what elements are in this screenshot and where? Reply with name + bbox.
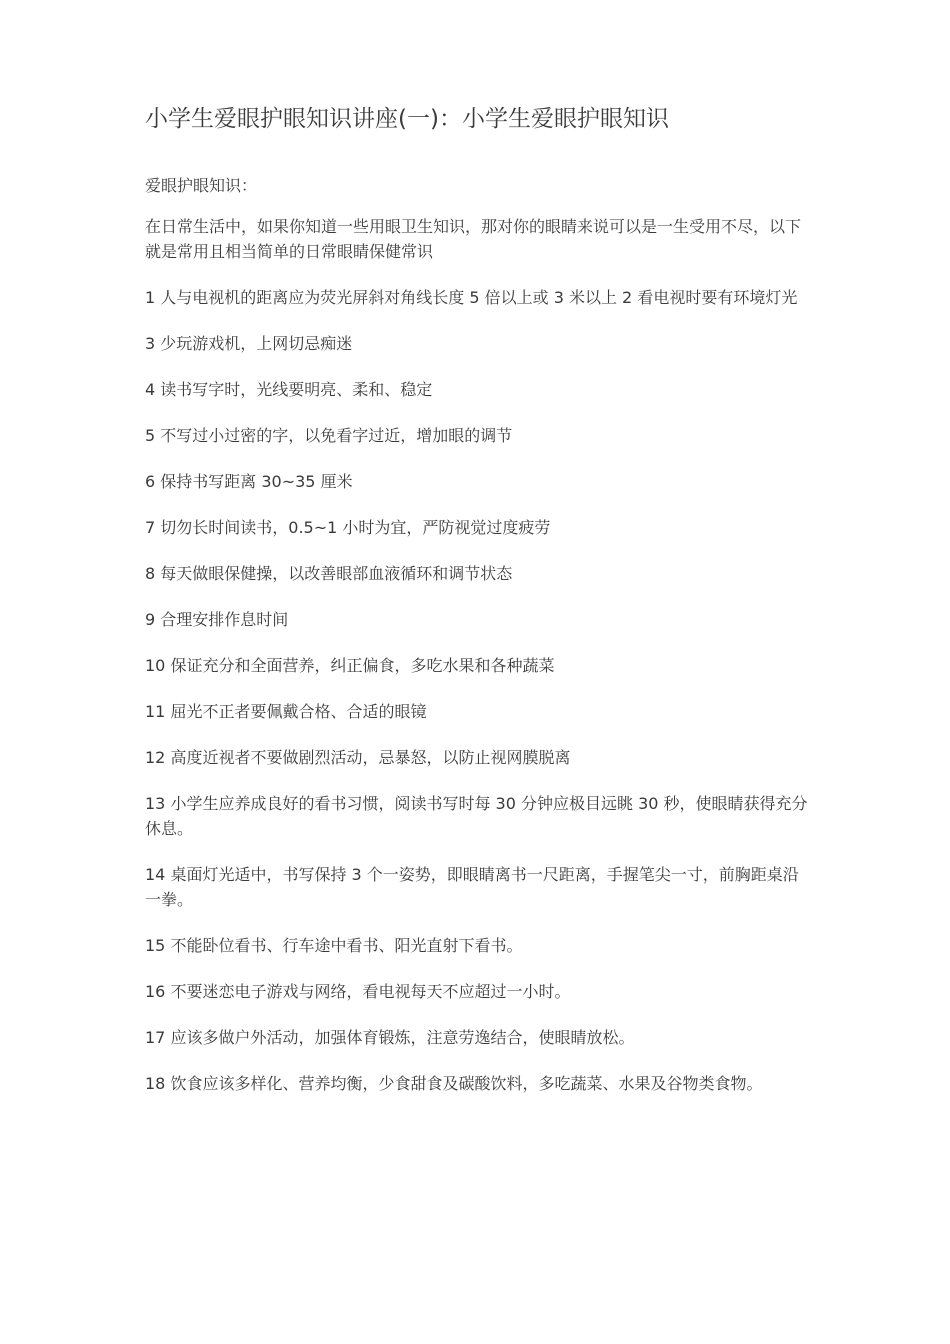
list-item: 10 保证充分和全面营养，纠正偏食，多吃水果和各种蔬菜 <box>145 656 555 675</box>
list-item: 16 不要迷恋电子游戏与网络，看电视每天不应超过一小时。 <box>145 982 571 1001</box>
list-item: 3 少玩游戏机，上网切忌痴迷 <box>145 334 353 353</box>
list-item: 9 合理安排作息时间 <box>145 610 289 629</box>
list-item: 6 保持书写距离 30~35 厘米 <box>145 472 353 491</box>
list-item: 17 应该多做户外活动，加强体育锻炼，注意劳逸结合，使眼睛放松。 <box>145 1028 635 1047</box>
list-item: 5 不写过小过密的字，以免看字过近，增加眼的调节 <box>145 426 513 445</box>
list-item: 4 读书写字时，光线要明亮、柔和、稳定 <box>145 380 433 399</box>
list-item: 14 桌面灯光适中，书写保持 3 个一姿势，即眼睛离书一尺距离，手握笔尖一寸，前胸距桌沿一拳。 <box>145 865 799 909</box>
list-item: 7 切勿长时间读书，0.5~1 小时为宜，严防视觉过度疲劳 <box>145 518 551 537</box>
intro-paragraph: 在日常生活中，如果你知道一些用眼卫生知识，那对你的眼睛来说可以是一生受用不尽，以下就是常用且相当简单的日常眼睛保健常识 <box>145 217 802 261</box>
list-item: 1 人与电视机的距离应为荧光屏斜对角线长度 5 倍以上或 3 米以上 2 看电视时要有环境灯光 <box>145 288 798 307</box>
list-item: 13 小学生应养成良好的看书习惯，阅读书写时每 30 分钟应极目远眺 30 秒，使眼睛获得充分休息。 <box>145 794 808 838</box>
list-item: 15 不能卧位看书、行车途中看书、阳光直射下看书。 <box>145 936 523 955</box>
list-item: 18 饮食应该多样化、营养均衡，少食甜食及碳酸饮料，多吃蔬菜、水果及谷物类食物。 <box>145 1074 763 1093</box>
list-item: 11 屈光不正者要佩戴合格、合适的眼镜 <box>145 702 427 721</box>
document-page <box>145 102 813 1117</box>
list-item: 8 每天做眼保健操，以改善眼部血液循环和调节状态 <box>145 564 513 583</box>
section-label: 爱眼护眼知识： <box>145 176 258 195</box>
document-title: 小学生爱眼护眼知识讲座(一)：小学生爱眼护眼知识 <box>145 106 669 132</box>
list-item: 12 高度近视者不要做剧烈活动，忌暴怒，以防止视网膜脱离 <box>145 748 571 767</box>
